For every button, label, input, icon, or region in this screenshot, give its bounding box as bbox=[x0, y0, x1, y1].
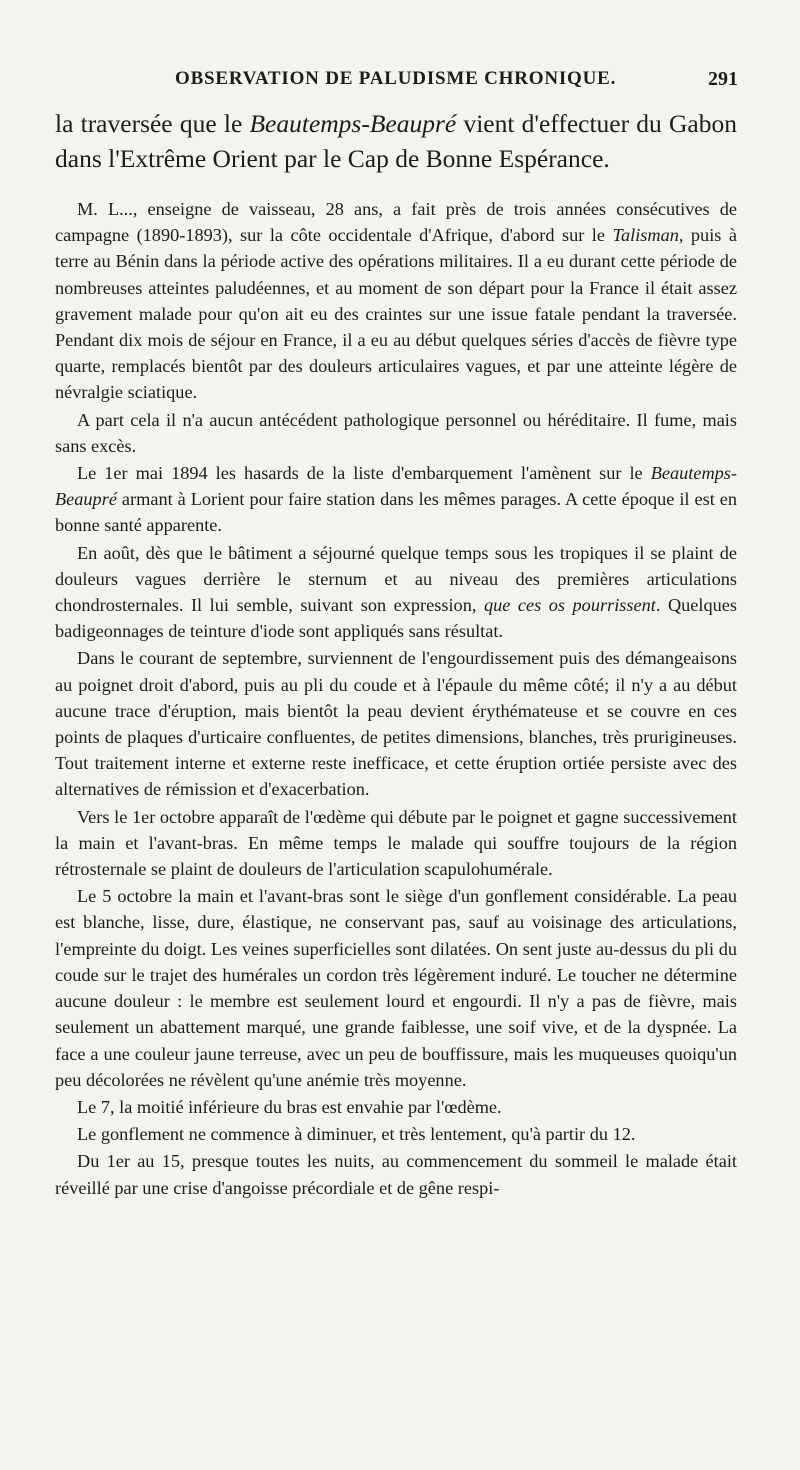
paragraph: Vers le 1er octobre apparaît de l'œdème qui débute par le poignet et gagne successivement la main et l'avant-bras. En même temps le malade qui souffre toujours de la région rétrosternale se plaint de douleurs de l'articulation scapulohumérale. bbox=[55, 806, 737, 880]
ship-name: Talisman bbox=[612, 225, 679, 246]
page-header bbox=[0, 68, 800, 98]
paragraph: A part cela il n'a aucun antécédent pathologique personnel ou héréditaire. Il fume, mais sans excès. bbox=[55, 409, 737, 456]
paragraph-text: armant à Lorient pour faire station dans les mêmes parages. A cette époque il est en bonne santé apparente. bbox=[55, 489, 737, 536]
paragraph: Le 5 octobre la main et l'avant-bras sont le siège d'un gonflement considérable. La peau est blanche, lisse, dure, élastique, ne conservant pas, sauf au voisinage des articulations, l'empreinte du doigt. Les veines superficielles sont dilatées. On sent juste au-dessus du pli du coude sur le trajet des humérales un cordon très légèrement induré. Le toucher ne détermine aucune douleur : le membre est seulement lourd et engourdi. Il n'y a pas de fièvre, mais seulement un abattement marqué, une grande faiblesse, une soif vive, et de la dyspnée. La face a une couleur jaune terreuse, avec un peu de bouffissure, mais les muqueuses quoiqu'un peu décolorées ne révèlent qu'une anémie très moyenne. bbox=[55, 886, 737, 1090]
paragraph-text: , puis à terre au Bénin dans la période active des opérations militaires. Il a eu durant cette période de nombreuses atteintes paludéennes, et au moment de son départ pour la France il était assez gravement malade pour qu'on ait eu des craintes sur une issue fatale pendant la traversée. Pendant dix mois de séjour en France, il a eu au début quelques séries d'accès de fièvre type quarte, remplacés bientôt par des douleurs articulaires vagues, et par une atteinte légère de névralgie sciatique. bbox=[55, 225, 737, 403]
paragraph: Dans le courant de septembre, surviennent de l'engourdissement puis des démangeaisons au poignet droit d'abord, puis au pli du coude et à l'épaule du même côté; il n'y a au début aucune trace d'éruption, mais bientôt la peau devient érythémateuse et se couvre en ces points de plaques d'urticaire confluentes, de petites dimensions, blanches, très prurigineuses. Tout traitement interne et externe reste inefficace, et cette éruption ortiée persiste avec des alternatives de rémission et d'exacerbation. bbox=[55, 648, 737, 800]
intro-text: la traversée que le bbox=[55, 109, 250, 138]
paragraph-text: En août, dès que le bâtiment a séjourné quelque temps sous les tropiques il se plaint de douleurs vagues derrière le sternum et au niveau des premières articulations chondrosternales. Il lui semble, suivant son expression, bbox=[55, 542, 737, 616]
paragraph-text: . Quelques badigeonnages de teinture d'iode sont appliqués sans résultat. bbox=[55, 595, 737, 642]
observation-body bbox=[55, 196, 737, 1202]
page-number: 291 bbox=[708, 68, 738, 90]
paragraph bbox=[55, 540, 737, 645]
paragraph bbox=[55, 460, 737, 539]
intro-paragraph bbox=[55, 106, 737, 176]
ship-name: Beautemps-Beaupré bbox=[55, 463, 737, 510]
running-title: OBSERVATION DE PALUDISME CHRONIQUE. bbox=[175, 68, 617, 89]
paragraph bbox=[55, 196, 737, 406]
quoted-expression: que ces os pourrissent bbox=[483, 595, 656, 616]
ship-name: Beautemps-Beaupré bbox=[249, 109, 457, 138]
paragraph: Le 7, la moitié inférieure du bras est envahie par l'œdème. bbox=[77, 1096, 502, 1117]
paragraph: Du 1er au 15, presque toutes les nuits, au commencement du sommeil le malade était réveillé par une crise d'angoisse précordiale et de gêne respi- bbox=[55, 1151, 737, 1198]
paragraph-text: M. L..., enseigne de vaisseau, 28 ans, a fait près de trois années consécutives de campagne (1890-1893), sur la côte occidentale d'Afrique, d'abord sur le bbox=[55, 199, 737, 246]
paragraph: Le gonflement ne commence à diminuer, et très lentement, qu'à partir du 12. bbox=[77, 1124, 636, 1145]
intro-text-end: vient d'effectuer du Gabon dans l'Extrême Orient par le Cap de Bonne Espérance. bbox=[55, 109, 737, 173]
paragraph-text: Le 1er mai 1894 les hasards de la liste d'embarquement l'amènent sur le bbox=[77, 463, 651, 484]
